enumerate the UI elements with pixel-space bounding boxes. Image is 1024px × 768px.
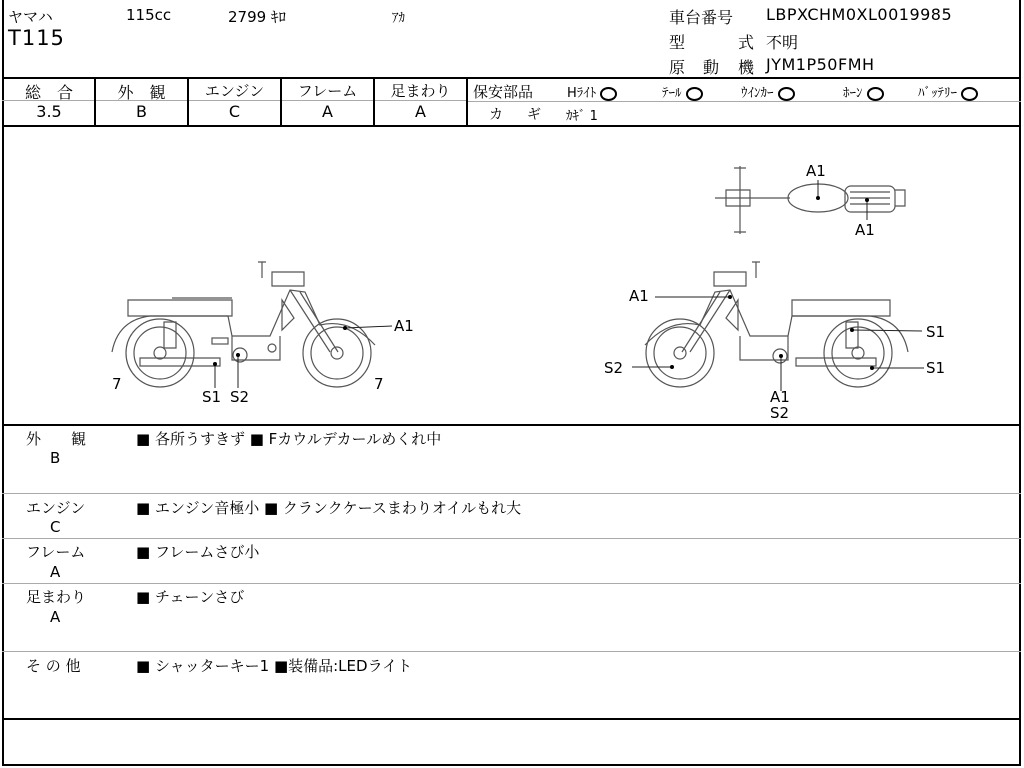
note-grade-exterior: B: [50, 449, 61, 467]
left-label-s1: S1: [202, 388, 222, 406]
maker: ヤマハ: [8, 8, 53, 26]
ok-circle-icon: [778, 87, 795, 101]
right-label-s1: S1: [926, 359, 946, 377]
ok-circle-icon: [686, 87, 703, 101]
notes-row-line: [2, 493, 1021, 494]
left-label-s2: S2: [230, 388, 250, 406]
right-label-s2: S2: [604, 359, 624, 377]
notes-bottom-line: [2, 718, 1021, 720]
note-text-suspension: ■ チェーンさび: [136, 588, 245, 606]
engine-label-1: 原: [669, 58, 686, 77]
grade-label-overall: 総 合: [24, 83, 73, 102]
left-label-seven: 7: [112, 375, 122, 393]
note-category-engine: エンジン: [26, 499, 86, 517]
safety-item-winker: ｳｲﾝｶｰ: [741, 82, 795, 101]
note-grade-engine: C: [50, 518, 61, 536]
grade-label-engine: エンジン: [204, 82, 265, 100]
model-name: T115: [8, 26, 65, 50]
grade-value-overall: 3.5: [36, 102, 62, 121]
grade-value-engine: C: [228, 102, 241, 121]
right-label-a1: A1: [770, 388, 790, 406]
grade-value-suspension: A: [415, 102, 426, 121]
top-label-a1: A1: [855, 221, 875, 239]
notes-top-line: [2, 424, 1021, 426]
notes-row-line: [2, 538, 1021, 539]
note-category-exterior: 外 観: [26, 430, 87, 448]
safety-item-tail: ﾃｰﾙ: [662, 82, 703, 101]
grade-label-frame: フレーム: [297, 82, 358, 100]
note-grade-frame: A: [50, 563, 61, 581]
safety-mid-line: [466, 101, 1021, 102]
top-label-a1: A1: [806, 162, 826, 180]
left-label-seven: 7: [374, 375, 384, 393]
right-label-s1: S1: [926, 323, 946, 341]
type-label-2: 式: [738, 33, 755, 52]
grade-value-exterior: B: [136, 102, 147, 121]
body-color: ｱｶ: [392, 11, 405, 26]
ok-circle-icon: [867, 87, 884, 101]
right-label-s2: S2: [770, 404, 790, 422]
safety-item-headlight: Hﾗｲﾄ: [567, 82, 617, 101]
note-category-suspension: 足まわり: [26, 588, 87, 606]
key-label-2: ギ: [527, 107, 541, 123]
engine-label-3: 機: [738, 58, 755, 77]
safety-parts-label: 保安部品: [473, 83, 534, 101]
ok-circle-icon: [600, 87, 617, 101]
left-label-a1: A1: [394, 317, 414, 335]
key-value: ｶｷﾞ 1: [566, 109, 598, 124]
note-category-frame: フレーム: [26, 543, 86, 561]
right-label-a1: A1: [629, 287, 649, 305]
right-side-bike-drawing: [645, 262, 908, 387]
type-value: 不明: [766, 33, 799, 52]
grade-table-top-line: [2, 77, 1021, 79]
safety-item-horn: ﾎｰﾝ: [843, 82, 884, 101]
engine-label-2: 動: [703, 58, 720, 77]
safety-item-battery: ﾊﾞｯﾃﾘｰ: [918, 82, 978, 101]
displacement: 115cc: [126, 6, 172, 24]
grade-value-frame: A: [322, 102, 333, 121]
ok-circle-icon: [961, 87, 978, 101]
engine-number: JYM1P50FMH: [766, 55, 875, 74]
frame-number-label: 車台番号: [669, 8, 734, 27]
mileage: 2799 ｷﾛ: [228, 8, 286, 26]
note-text-engine: ■ エンジン音極小 ■ クランクケースまわりオイルもれ大: [136, 499, 522, 517]
frame-number: LBPXCHM0XL0019985: [766, 5, 953, 24]
notes-row-line: [2, 583, 1021, 584]
key-label-1: カ: [489, 107, 503, 123]
note-text-exterior: ■ 各所うすきず ■ Fカウルデカールめくれ中: [136, 430, 442, 448]
type-label-1: 型: [669, 33, 686, 52]
motorcycle-damage-diagram: [0, 126, 1024, 426]
note-text-frame: ■ フレームさび小: [136, 543, 260, 561]
grade-label-exterior: 外 観: [117, 83, 166, 102]
grade-label-suspension: 足まわり: [390, 82, 451, 100]
note-text-other: ■ シャッターキー1 ■装備品:LEDライト: [136, 657, 413, 675]
left-side-bike-drawing: [112, 262, 375, 387]
note-category-other: そ の 他: [26, 657, 81, 675]
notes-row-line: [2, 651, 1021, 652]
grade-divider: [466, 77, 468, 125]
note-grade-suspension: A: [50, 608, 61, 626]
